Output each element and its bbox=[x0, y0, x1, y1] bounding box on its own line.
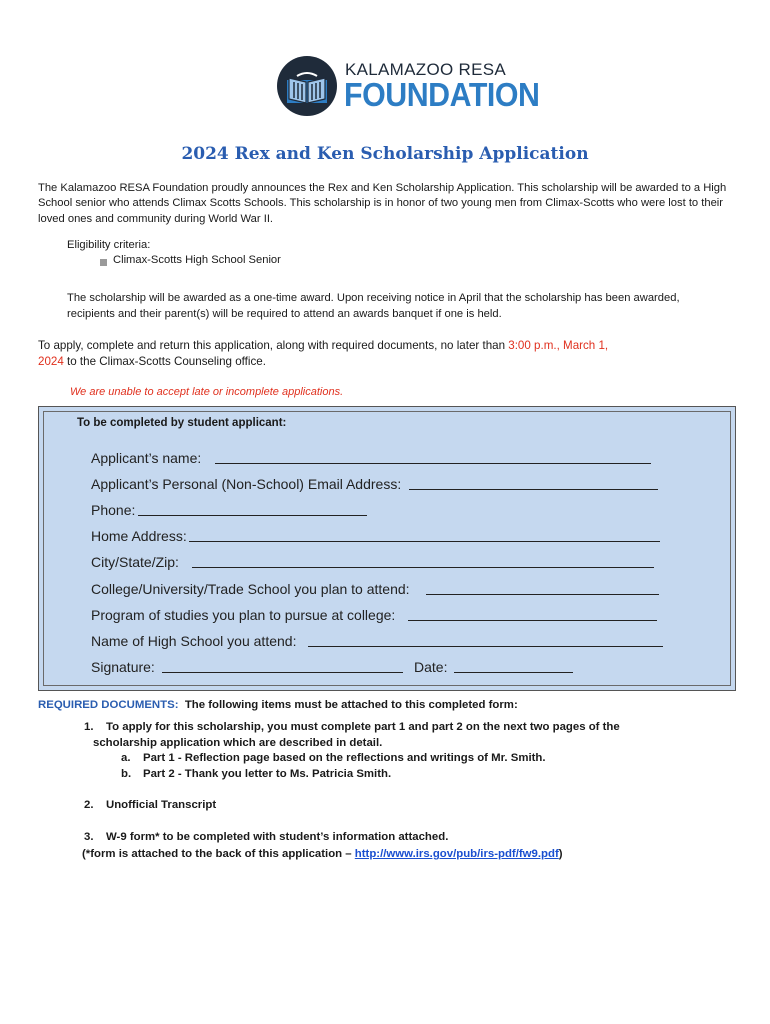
required-item-1: To apply for this scholarship, you must complete part 1 and part 2 on the next two pages of the bbox=[106, 721, 620, 733]
required-documents-heading bbox=[38, 699, 518, 711]
applicant-name-label: Applicant’s name: bbox=[91, 450, 202, 466]
apply-text-before: To apply, complete and return this application, along with required documents, no later than bbox=[38, 339, 509, 352]
eligibility-label: Eligibility criteria: bbox=[67, 239, 151, 251]
list-letter: b. bbox=[121, 768, 132, 780]
apply-text-after: to the Climax-Scotts Counseling office. bbox=[63, 355, 266, 368]
intro-paragraph: The Kalamazoo RESA Foundation proudly announces the Rex and Ken Scholarship Application. This scholarship will be awarded to a High School senior who attends Climax Scotts Schools. This scholarship is in honor of two young men from Climax-Scotts who were lost to their loved ones and community during World War II. bbox=[38, 182, 727, 225]
city-state-zip-label: City/State/Zip: bbox=[91, 554, 179, 570]
foundation-logo bbox=[277, 56, 540, 120]
list-number: 1. bbox=[84, 721, 94, 733]
signature-field[interactable] bbox=[162, 672, 403, 673]
phone-field[interactable] bbox=[138, 515, 367, 516]
applicant-name-field[interactable] bbox=[215, 463, 651, 464]
required-item-1a: Part 1 - Reflection page based on the reflections and writings of Mr. Smith. bbox=[143, 752, 546, 764]
required-item-2: Unofficial Transcript bbox=[106, 799, 217, 811]
square-bullet-icon bbox=[100, 259, 107, 266]
college-field[interactable] bbox=[426, 594, 659, 595]
home-address-field[interactable] bbox=[189, 541, 660, 542]
logo-line-1: KALAMAZOO RESA bbox=[345, 60, 507, 79]
college-label: College/University/Trade School you plan to attend: bbox=[91, 581, 410, 597]
high-school-field[interactable] bbox=[308, 646, 663, 647]
required-item-1-cont: scholarship application which are described in detail. bbox=[93, 737, 383, 749]
required-item-3: W-9 form* to be completed with student’s information attached. bbox=[106, 831, 449, 843]
list-number: 2. bbox=[84, 799, 94, 811]
home-address-label: Home Address: bbox=[91, 528, 187, 544]
high-school-label: Name of High School you attend: bbox=[91, 633, 297, 649]
deadline-time: 3:00 p.m., March 1, bbox=[508, 339, 609, 352]
email-label: Applicant’s Personal (Non-School) Email Address: bbox=[91, 476, 402, 492]
required-item-1b: Part 2 - Thank you letter to Ms. Patricia Smith. bbox=[143, 768, 392, 780]
date-label: Date: bbox=[414, 659, 448, 675]
deadline-year: 2024 bbox=[38, 355, 64, 368]
signature-label: Signature: bbox=[91, 659, 155, 675]
phone-label: Phone: bbox=[91, 502, 136, 518]
w9-note-close: ) bbox=[558, 848, 563, 860]
list-number: 3. bbox=[84, 831, 94, 843]
required-intro: The following items must be attached to this completed form: bbox=[184, 699, 518, 711]
open-book-icon bbox=[277, 56, 337, 116]
student-form-box bbox=[38, 406, 736, 691]
list-letter: a. bbox=[121, 752, 131, 764]
date-field[interactable] bbox=[454, 672, 573, 673]
form-heading: To be completed by student applicant: bbox=[77, 417, 287, 429]
email-field[interactable] bbox=[409, 489, 658, 490]
late-notice: We are unable to accept late or incomplete applications. bbox=[70, 386, 344, 398]
required-item-3-note bbox=[82, 848, 563, 860]
required-label: REQUIRED DOCUMENTS: bbox=[38, 699, 179, 711]
program-label: Program of studies you plan to pursue at college: bbox=[91, 607, 396, 623]
w9-form-link[interactable]: http://www.irs.gov/pub/irs-pdf/fw9.pdf bbox=[354, 848, 559, 860]
award-paragraph: The scholarship will be awarded as a one-time award. Upon receiving notice in April that the scholarship has been awarded, recipients and their parent(s) will be required to attend an awards banquet if one is held. bbox=[67, 292, 680, 320]
page-title: 2024 Rex and Ken Scholarship Application bbox=[181, 144, 589, 164]
city-state-zip-field[interactable] bbox=[192, 567, 654, 568]
w9-note-text: (*form is attached to the back of this application – bbox=[82, 848, 355, 860]
program-field[interactable] bbox=[408, 620, 657, 621]
eligibility-item: Climax-Scotts High School Senior bbox=[113, 254, 281, 266]
logo-line-2: FOUNDATION bbox=[344, 76, 540, 113]
apply-paragraph bbox=[38, 338, 678, 370]
